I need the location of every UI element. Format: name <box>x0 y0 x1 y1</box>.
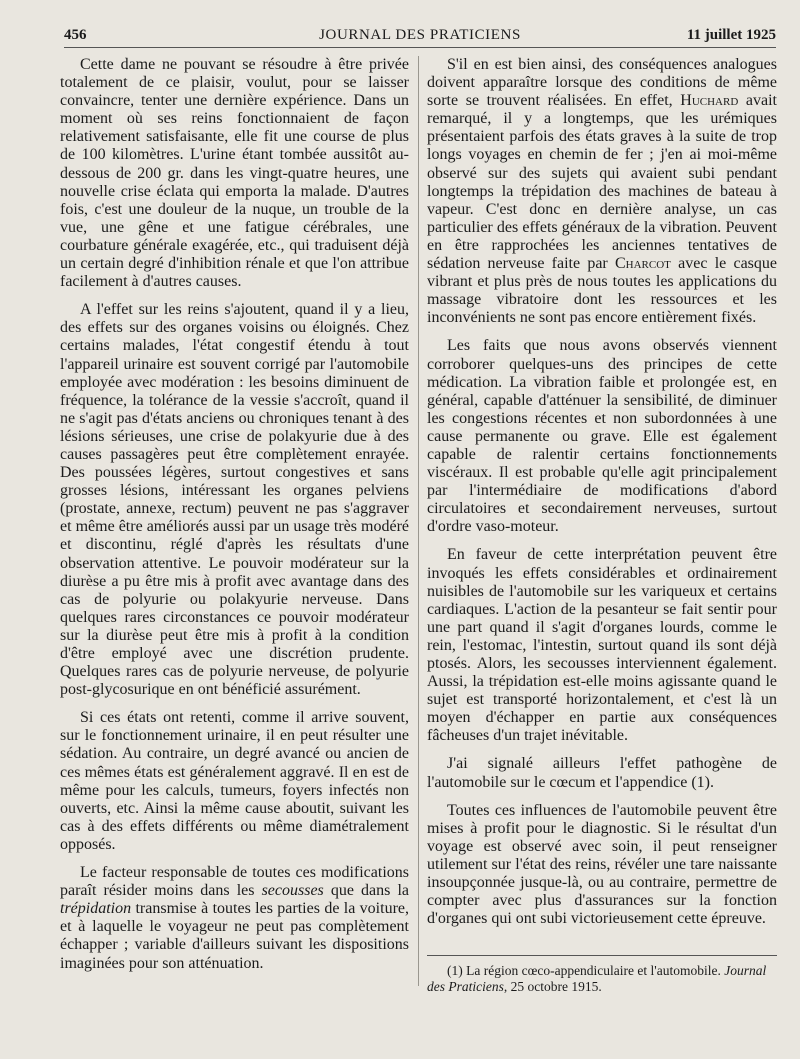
text-run: avait remarqué, il y a longtemps, que les urémiques présentaient parfois des états graves à la suite de trop longs voyages en chemin de fer ; j'en ai moi-même observé sur des sujets qui avaient subi pendant longtemps la trépidation des machines de bateau à vapeur. C'est donc en dernière analyse, un cas particulier des effets généraux de la vibration. Peuvent en être rapprochées les anciennes tentatives de sédation nerveuse faite par <box>427 92 777 273</box>
journal-title: JOURNAL DES PRATICIENS <box>319 27 521 43</box>
emphasis-trepidation: trépidation <box>60 900 132 918</box>
author-name-charcot: Charcot <box>615 255 671 273</box>
text-run: Le facteur responsable de toutes ces modifications paraît résider moins dans les <box>60 864 409 900</box>
paragraph: Toutes ces influences de l'automobile peuvent être mises à profit pour le diagnostic. Si le résultat d'un voyage est observé avec soin, il peut renseigner utilement sur l'état des reins, révéler une tare naissante insoupçonnée jusque-là, ou au contraire, permettre de compter avec plus d'assurances sur la fonction d'organes qui ont subi victorieusement cette épreuve. <box>427 801 777 928</box>
text-run: avec le casque vibrant et plus près de nous toutes les applications du massage vibratoire dont les ressources et les inconvénients ne sont pas encore entièrement fixés. <box>427 255 778 327</box>
column-divider <box>418 56 419 986</box>
footnote-date: , 25 octobre 1915. <box>503 979 602 994</box>
text-run: transmise à toutes les parties de la voiture, et à laquelle le voyageur ne peut pas complètement échapper ; variable d'ailleurs suivant les dispositions imaginées pour son atténuation. <box>60 900 409 972</box>
emphasis-secousses: secousses <box>261 882 324 900</box>
issue-date: 11 juillet 1925 <box>686 27 776 43</box>
footnote-text: (1) La région cœco-appendiculaire et l'automobile. <box>447 963 725 978</box>
paragraph: Si ces états ont retenti, comme il arrive souvent, sur le fonctionnement urinaire, il en peut résulter une sédation. Au contraire, un degré avancé ou ancien de ces mêmes états est généralement aggravé. Il en est de même pour les calculs, tumeurs, foyers infectés non ouverts, etc. Ainsi la même cause aboutit, suivant les cas à des effets différents ou même diamétralement opposés. <box>60 709 409 853</box>
text-run: que dans la <box>323 882 409 900</box>
paragraph: Cette dame ne pouvant se résoudre à être privée totalement de ce plaisir, voulut, pour se laisser convaincre, tenter une dernière expérience. Dans un moment où ses reins fonctionnaient de façon relativement satisfaisante, elle fit une course de plus de 100 kilomètres. L'urine étant tombée aussitôt au-dessous de 200 gr. dans les vingt-quatre heures, une nouvelle crise éclata qui emporta la malade. D'autres fois, c'est une douleur de la nuque, un trouble de la vue, une gêne et une fatigue cérébrales, une courbature générale exagérée, etc., qui traduisent déjà un certain degré d'inhibition rénale et que l'on attribue facilement à d'autres causes. <box>60 56 409 291</box>
page-number: 456 <box>64 27 87 43</box>
paragraph <box>427 56 777 327</box>
footnote-rule <box>427 955 777 956</box>
paragraph <box>60 864 409 973</box>
paragraph: J'ai signalé ailleurs l'effet pathogène de l'automobile sur le cœcum et l'appendice (1). <box>427 755 777 791</box>
right-column <box>427 56 777 938</box>
footnote-journal: Journal des Praticiens <box>427 963 767 994</box>
paragraph: A l'effet sur les reins s'ajoutent, quand il y a lieu, des effets sur des organes voisins ou éloignés. Chez certains malades, l'état congestif étendu à tout l'appareil urinaire est souvent corrigé par l'automobile employée avec modération : les besoins diminuent de fréquence, la tolérance de la vessie s'accroît, quand il ne s'agit pas d'états anciens ou chroniques tenant à des lésions sérieuses, une crise de polakyurie due à des causes passagères peut être complètement enrayée. Des poussées légères, surtout congestives et sans grosses lésions, intéressant les organes pelviens (prostate, annexe, rectum) peuvent ne pas s'aggraver et même être améliorés aussi par un usage très modéré et discontinu, réglé d'après les résultats d'une observation attentive. Le pouvoir modérateur sur la diurèse a pu être mis à profit avec avantage dans des cas de polyurie ou polakyurie nerveuse. Dans quelques rares circonstances ce pouvoir modérateur sur la diurèse peut être mis à profit à la condition d'être employé avec une discrétion prudente. Quelques rares cas de polyurie nerveuse, de polyurie post-glycosurique en ont bénéficié assurément. <box>60 301 409 699</box>
left-column <box>60 56 409 983</box>
paragraph: En faveur de cette interprétation peuvent être invoqués les effets considérables et ordinairement nuisibles de l'automobile sur les variqueux et certains cardiaques. L'action de la pesanteur se fait sentir pour une part quand il s'agit d'organes lourds, comme le rein, l'estomac, l'intestin, surtout quand ils sont déjà ptosés. Alors, les secousses interviennent également. Aussi, la trépidation est-elle moins agissante quand le sujet est transporté horizontalement, et c'est là un moyen d'échapper en partie aux conséquences fâcheuses d'un trajet inévitable. <box>427 546 777 745</box>
page-header <box>64 25 776 48</box>
footnote <box>427 963 777 995</box>
text-run: S'il en est bien ainsi, des conséquences analogues doivent apparaître lorsque des conditions de même sorte se trouvent réalisées. En effet, <box>427 56 777 110</box>
author-name-huchard: Huchard <box>680 92 739 110</box>
paragraph: Les faits que nous avons observés viennent corroborer quelques-uns des principes de cette médication. La vibration faible et prolongée est, en général, capable d'atténuer la sensibilité, de diminuer les congestions récentes et non subordonnées à une cause permanente ou grave. Elle est également capable de ralentir certains fonctionnements viscéraux. Il est probable qu'elle agit principalement par l'intermédiaire de modifications d'abord circulatoires et secondairement nerveuses, surtout d'ordre vaso-moteur. <box>427 337 777 536</box>
